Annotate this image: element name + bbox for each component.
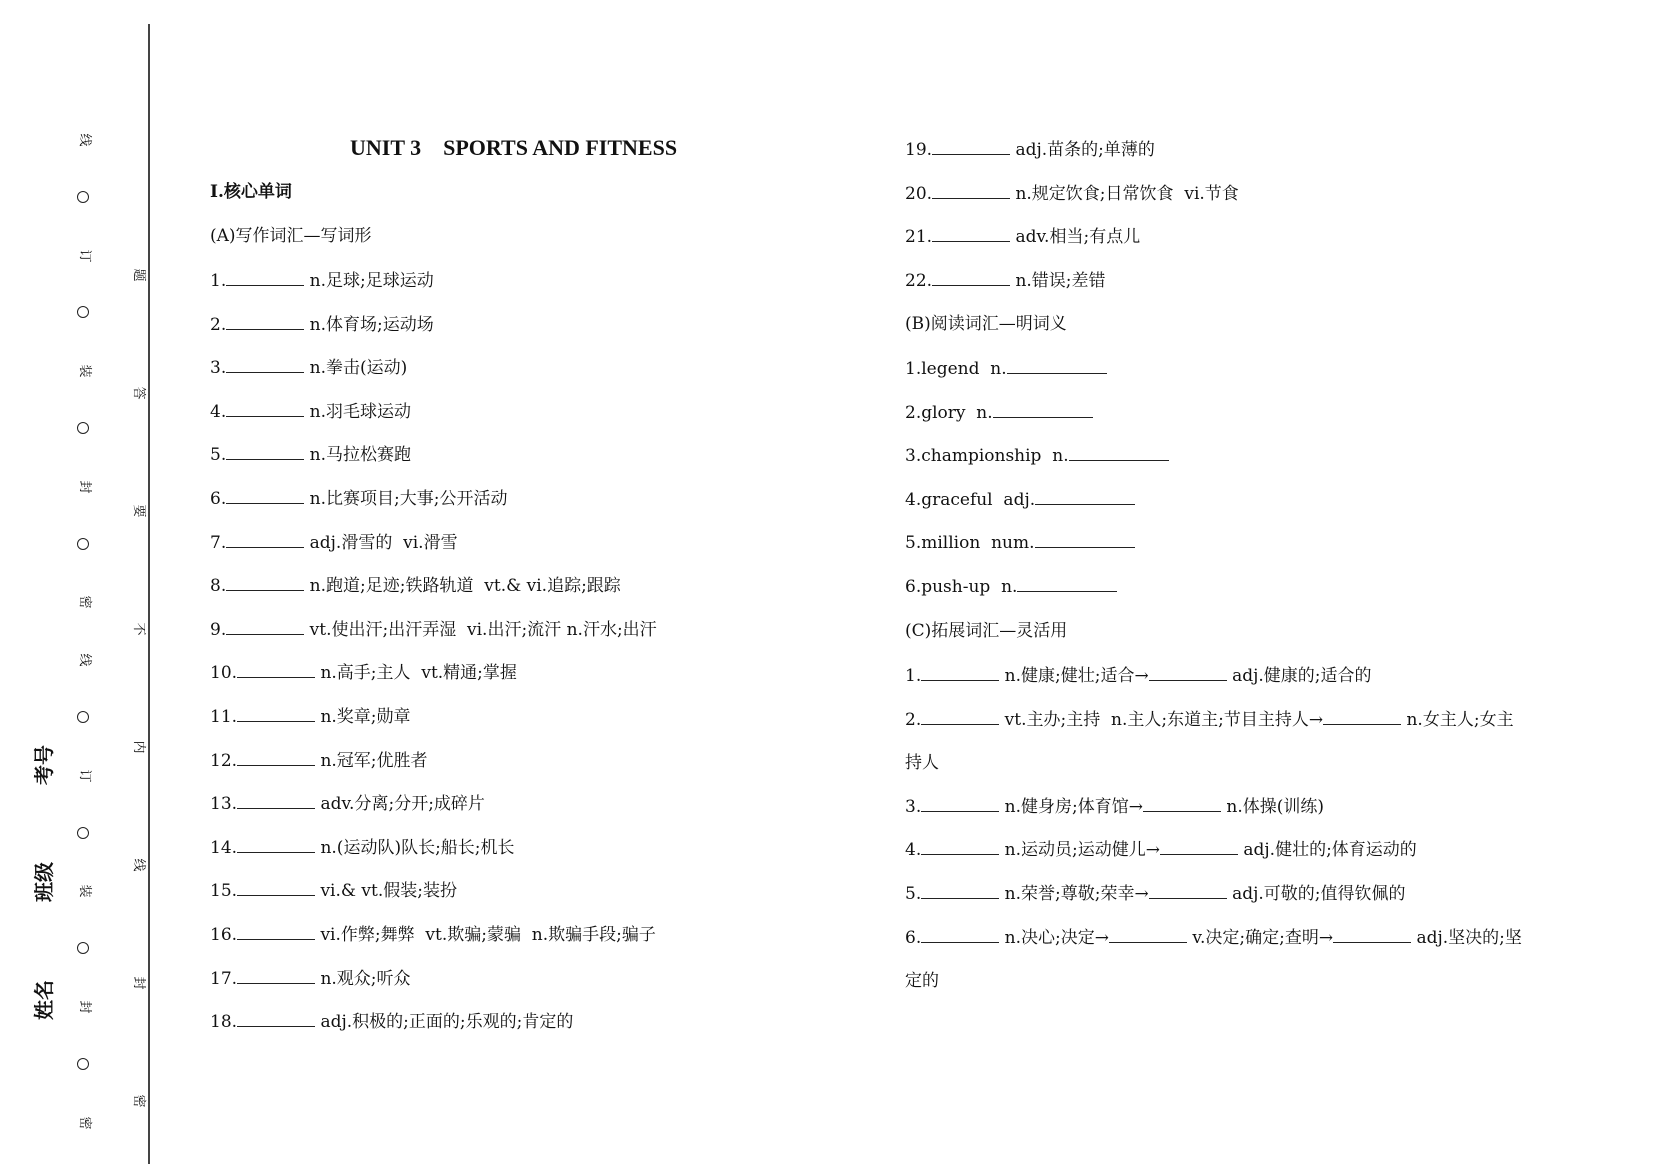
writing-vocab-item	[905, 269, 1106, 292]
seal-glyph: 封	[77, 480, 92, 494]
item-definition: n.健康;健壮;适合→	[1004, 666, 1149, 686]
page-title: UNIT 3 SPORTS AND FITNESS	[350, 135, 678, 160]
item-definition: adj.健壮的;体育运动的	[1243, 840, 1417, 860]
item-number: 19.	[905, 140, 933, 160]
seal-glyph: 密	[77, 595, 92, 609]
writing-vocab-item	[210, 356, 407, 379]
writing-vocab-item	[210, 749, 428, 772]
reading-vocab-item	[905, 357, 1107, 380]
vocab-word: 3.championship n.	[905, 446, 1069, 467]
seal-instruction-glyph: 答	[131, 386, 146, 400]
writing-vocab-item	[905, 225, 1140, 248]
item-definition: n.冠军;优胜者	[320, 750, 428, 771]
answer-blank[interactable]	[932, 269, 1010, 286]
answer-blank[interactable]	[1149, 664, 1227, 681]
item-number: 6.	[905, 928, 922, 948]
seal-instruction-glyph: 要	[131, 504, 146, 518]
extended-vocab-item	[905, 882, 1406, 905]
answer-blank[interactable]	[921, 926, 999, 943]
item-number: 11.	[210, 707, 238, 727]
answer-blank[interactable]	[237, 923, 315, 940]
answer-blank[interactable]	[226, 618, 304, 635]
answer-blank[interactable]	[226, 487, 304, 504]
item-definition: n.错误;差错	[1015, 270, 1106, 291]
seal-circle	[77, 1058, 89, 1070]
seal-instruction-glyph: 不	[131, 622, 146, 636]
writing-vocab-item	[210, 574, 621, 597]
writing-vocab-item	[210, 879, 457, 902]
section-b-heading: (B)阅读词汇—明词义	[905, 314, 1067, 334]
writing-vocab-item	[210, 1010, 573, 1033]
item-number: 3.	[905, 797, 922, 817]
extended-vocab-item	[905, 664, 1372, 687]
answer-blank[interactable]	[226, 574, 304, 591]
seal-glyph: 线	[77, 653, 92, 667]
seal-instruction-glyph: 密	[131, 1094, 146, 1108]
item-definition: n.健身房;体育馆→	[1004, 797, 1143, 817]
writing-vocab-item	[210, 836, 515, 859]
answer-blank[interactable]	[226, 443, 304, 460]
item-definition: 定的	[905, 970, 939, 991]
answer-blank[interactable]	[226, 400, 304, 417]
answer-blank[interactable]	[1017, 575, 1117, 592]
answer-blank[interactable]	[237, 879, 315, 896]
item-continuation	[905, 970, 939, 992]
item-number: 4.	[905, 840, 922, 860]
item-number: 4.	[210, 401, 227, 422]
item-definition: adj.可敬的;值得钦佩的	[1232, 884, 1406, 904]
item-number: 18.	[210, 1012, 238, 1033]
answer-blank[interactable]	[237, 836, 315, 853]
item-number: 2.	[210, 314, 227, 335]
answer-blank[interactable]	[1333, 926, 1411, 943]
item-number: 14.	[210, 837, 238, 858]
item-definition: 持人	[905, 752, 939, 773]
item-number: 1.	[905, 666, 922, 686]
item-number: 12.	[210, 750, 238, 771]
section-core-words: Ⅰ.核心单词	[210, 182, 292, 202]
item-number: 22.	[905, 270, 933, 291]
item-definition: n.马拉松赛跑	[309, 445, 411, 466]
writing-vocab-item	[210, 705, 411, 728]
answer-blank[interactable]	[237, 792, 315, 809]
answer-blank[interactable]	[237, 967, 315, 984]
item-number: 6.	[210, 489, 227, 509]
seal-instruction-glyph: 题	[131, 268, 146, 282]
item-definition: n.比赛项目;大事;公开活动	[309, 489, 508, 509]
answer-blank[interactable]	[932, 182, 1010, 199]
item-number: 20.	[905, 183, 933, 204]
item-definition: adv.相当;有点儿	[1015, 227, 1141, 248]
reading-vocab-item	[905, 401, 1093, 424]
item-definition: vt.主办;主持 n.主人;东道主;节目主持人→	[1004, 710, 1324, 730]
section-c-heading: (C)拓展词汇—灵活用	[905, 621, 1068, 641]
answer-blank[interactable]	[237, 661, 315, 678]
seal-instruction-glyph: 内	[131, 740, 146, 754]
item-number: 10.	[210, 663, 238, 684]
item-number: 13.	[210, 794, 238, 815]
item-definition: n.观众;听众	[320, 968, 411, 989]
answer-blank[interactable]	[932, 138, 1010, 155]
seal-circle	[77, 191, 89, 203]
seal-glyph: 封	[77, 1000, 92, 1014]
item-number: 3.	[210, 358, 227, 379]
reading-vocab-item	[905, 444, 1169, 467]
writing-vocab-item	[210, 531, 458, 554]
item-definition: n.高手;主人 vt.精通;掌握	[320, 663, 517, 684]
writing-vocab-item	[210, 313, 434, 336]
item-number: 1.	[210, 271, 227, 291]
answer-blank[interactable]	[921, 795, 999, 812]
item-definition: n.(运动队)队长;船长;机长	[320, 837, 515, 858]
vocab-word: 5.million num.	[905, 533, 1035, 554]
item-number: 16.	[210, 925, 238, 945]
vocab-word: 2.glory n.	[905, 402, 993, 423]
reading-vocab-item	[905, 531, 1135, 554]
seal-glyph: 订	[77, 769, 92, 783]
answer-blank[interactable]	[226, 531, 304, 548]
seal-glyph: 装	[77, 884, 92, 898]
answer-blank[interactable]	[1323, 708, 1401, 725]
vocab-word: 1.legend n.	[905, 359, 1007, 379]
item-continuation	[905, 752, 939, 774]
item-definition: n.规定饮食;日常饮食 vi.节食	[1015, 183, 1239, 204]
section-a-heading: (A)写作词汇—写词形	[210, 226, 372, 246]
extended-vocab-item	[905, 795, 1324, 818]
seal-instruction-glyph: 线	[131, 858, 146, 872]
item-definition: n.荣誉;尊敬;荣幸→	[1004, 884, 1149, 904]
item-definition: n.决心;决定→	[1004, 928, 1109, 948]
answer-blank[interactable]	[1160, 838, 1238, 855]
answer-blank[interactable]	[1109, 926, 1187, 943]
field-class: 班级	[32, 862, 56, 902]
answer-blank[interactable]	[226, 269, 304, 286]
seal-circle	[77, 422, 89, 434]
item-number: 8.	[210, 576, 227, 597]
answer-blank[interactable]	[932, 225, 1010, 242]
seal-glyph: 线	[77, 133, 92, 147]
answer-blank[interactable]	[1035, 531, 1135, 548]
item-definition: adj.积极的;正面的;乐观的;肯定的	[320, 1012, 574, 1033]
item-number: 15.	[210, 881, 238, 902]
item-definition: n.拳击(运动)	[309, 358, 408, 379]
field-exam-number: 考号	[32, 745, 56, 785]
writing-vocab-item	[210, 400, 411, 423]
reading-vocab-item	[905, 488, 1135, 511]
writing-vocab-item	[905, 138, 1155, 161]
answer-blank[interactable]	[237, 749, 315, 766]
item-definition: vi.& vt.假装;装扮	[320, 881, 458, 902]
item-definition: vi.作弊;舞弊 vt.欺骗;蒙骗 n.欺骗手段;骗子	[320, 925, 656, 945]
answer-blank[interactable]	[993, 401, 1093, 418]
seal-glyph: 密	[77, 1116, 92, 1130]
item-number: 5.	[905, 884, 922, 904]
item-definition: adv.分离;分开;成碎片	[320, 794, 485, 815]
answer-blank[interactable]	[921, 838, 999, 855]
seal-circle	[77, 827, 89, 839]
answer-blank[interactable]	[921, 708, 999, 725]
writing-vocab-item	[210, 967, 411, 990]
item-definition: n.运动员;运动健儿→	[1004, 840, 1160, 860]
writing-vocab-item	[210, 618, 657, 641]
item-number: 21.	[905, 227, 933, 248]
item-definition: n.跑道;足迹;铁路轨道 vt.& vi.追踪;跟踪	[309, 576, 621, 597]
item-definition: vt.使出汗;出汗弄湿 vi.出汗;流汗 n.汗水;出汗	[309, 619, 657, 640]
item-definition: adj.坚决的;坚	[1416, 928, 1522, 948]
answer-blank[interactable]	[1035, 488, 1135, 505]
answer-blank[interactable]	[921, 882, 999, 899]
binding-line	[148, 24, 150, 1164]
answer-blank[interactable]	[226, 313, 304, 330]
writing-vocab-item	[210, 661, 517, 684]
writing-vocab-item	[905, 182, 1239, 205]
answer-blank[interactable]	[237, 1010, 315, 1027]
seal-circle	[77, 711, 89, 723]
writing-vocab-item	[210, 792, 485, 815]
item-definition: adj.苗条的;单薄的	[1015, 140, 1155, 160]
seal-circle	[77, 538, 89, 550]
writing-vocab-item	[210, 269, 434, 292]
item-number: 9.	[210, 619, 227, 640]
extended-vocab-item	[905, 926, 1522, 949]
item-definition: adj.滑雪的 vi.滑雪	[309, 532, 458, 553]
item-definition: n.体操(训练)	[1226, 797, 1324, 817]
writing-vocab-item	[210, 923, 656, 946]
answer-blank[interactable]	[226, 356, 304, 373]
answer-blank[interactable]	[1007, 357, 1107, 374]
answer-blank[interactable]	[1149, 882, 1227, 899]
seal-glyph: 装	[77, 364, 92, 378]
seal-instruction-glyph: 封	[131, 976, 146, 990]
item-definition: n.奖章;勋章	[320, 707, 411, 727]
item-number: 7.	[210, 532, 227, 553]
vocab-word: 4.graceful adj.	[905, 489, 1036, 510]
extended-vocab-item	[905, 708, 1514, 731]
item-definition: n.体育场;运动场	[309, 314, 434, 335]
answer-blank[interactable]	[237, 705, 315, 722]
item-number: 5.	[210, 445, 227, 466]
answer-blank[interactable]	[1069, 444, 1169, 461]
item-definition: n.女主人;女主	[1406, 710, 1514, 730]
item-definition: n.足球;足球运动	[309, 271, 434, 291]
seal-circle	[77, 306, 89, 318]
item-definition: adj.健康的;适合的	[1232, 666, 1372, 686]
item-definition: v.决定;确定;查明→	[1192, 928, 1334, 948]
seal-glyph: 订	[77, 249, 92, 263]
item-number: 17.	[210, 968, 238, 989]
item-number: 2.	[905, 710, 922, 730]
writing-vocab-item	[210, 487, 507, 510]
writing-vocab-item	[210, 443, 411, 466]
item-definition: n.羽毛球运动	[309, 401, 411, 422]
reading-vocab-item	[905, 575, 1117, 598]
answer-blank[interactable]	[921, 664, 999, 681]
answer-blank[interactable]	[1143, 795, 1221, 812]
extended-vocab-item	[905, 838, 1417, 861]
field-name: 姓名	[32, 980, 56, 1020]
seal-circle	[77, 942, 89, 954]
vocab-word: 6.push-up n.	[905, 577, 1018, 597]
